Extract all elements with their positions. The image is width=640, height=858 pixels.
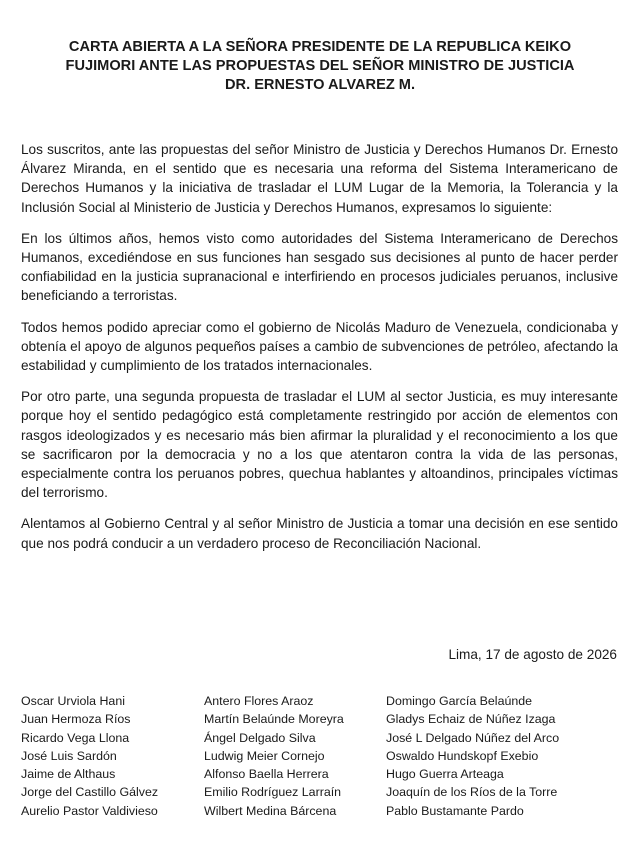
signatory: Jorge del Castillo Gálvez	[21, 785, 159, 800]
letter-body	[21, 140, 618, 565]
signatory: Domingo García Belaúnde	[386, 694, 533, 708]
letter-date: Lima, 17 de agosto de 2026	[448, 647, 617, 662]
signatory: Oscar Urviola Hani	[21, 694, 125, 708]
paragraph-1: Los suscritos, ante las propuestas del señor Ministro de Justicia y Derechos Humanos Dr. Ernesto Álvarez Miranda, en el sentido que es necesaria una reforma del Sistema Interamericano de Derechos Humanos y la iniciativa de trasladar el LUM Lugar de la Memoria, la Tolerancia y la Inclusión Social al Ministerio de Justicia y Derechos Humanos, expresamos lo siguiente:	[21, 142, 618, 215]
signatory: Wilbert Medina Bárcena	[204, 803, 337, 818]
paragraph-2: En los últimos años, hemos visto como autoridades del Sistema Interamericano de Derechos Humanos, excediéndose en sus funciones han sesgado sus decisiones al punto de hacer perder confiabilidad en la justicia supranacional e interfiriendo en procesos judiciales peruanos, inclusive beneficiando a terroristas.	[21, 230, 618, 304]
title-line-2: FUJIMORI ANTE LAS PROPUESTAS DEL SEÑOR MINISTRO DE JUSTICIA	[65, 58, 575, 74]
signatory: Oswaldo Hundskopf Exebio	[386, 748, 539, 763]
signatory: Antero Flores Araoz	[204, 694, 314, 708]
signatory: Hugo Guerra Arteaga	[386, 767, 504, 782]
signatory: Alfonso Baella Herrera	[204, 767, 329, 782]
signatory: Emilio Rodríguez Larraín	[204, 785, 342, 800]
title-line-1: CARTA ABIERTA A LA SEÑORA PRESIDENTE DE LA REPUBLICA KEIKO	[68, 39, 572, 55]
paragraph-4: Por otro parte, una segunda propuesta de trasladar el LUM al sector Justicia, es muy interesante porque hoy el sentido pedagógico está completamente restringido por acción de elementos con rasgos ideologizados y es necesario más bien afirmar la pluralidad y el reconocimiento a los que se sacrificaron por la democracia y no a los que atentaron contra la vida de las personas, especialmente contra los peruanos pobres, quechua hablantes y altoandinos, principales víctimas del terrorismo.	[21, 389, 618, 501]
paragraph-5: Alentamos al Gobierno Central y al señor Ministro de Justicia a tomar una decisión en ese sentido que nos podrá conducir a un verdadero proceso de Reconciliación Nacional.	[21, 516, 618, 551]
signatory: Gladys Echaiz de Núñez Izaga	[386, 712, 556, 727]
signatories-column-1	[21, 692, 158, 820]
paragraph-3: Todos hemos podido apreciar como el gobierno de Nicolás Maduro de Venezuela, condicionaba y obtenía el apoyo de algunos pequeños países a cambio de subvenciones de petróleo, afectando la estabilidad y cumplimiento de los tratados internacionales.	[21, 319, 618, 374]
signatory: Jaime de Althaus	[21, 767, 116, 782]
signatory: Ángel Delgado Silva	[204, 730, 316, 745]
signatory: Joaquín de los Ríos de la Torre	[386, 785, 558, 800]
signatories-column-2	[204, 692, 344, 820]
title-line-3: DR. ERNESTO ALVAREZ M.	[225, 77, 415, 93]
signatory: Pablo Bustamante Pardo	[386, 803, 524, 818]
letter-title	[20, 38, 620, 95]
signatory: Aurelio Pastor Valdivieso	[21, 803, 158, 818]
signatories-column-3	[386, 692, 559, 820]
signatory: Ludwig Meier Cornejo	[204, 748, 325, 763]
signatory: Ricardo Vega Llona	[21, 730, 130, 745]
signatory: Juan Hermoza Ríos	[21, 712, 131, 727]
signatory: José L Delgado Núñez del Arco	[386, 730, 560, 745]
signatory: Martín Belaúnde Moreyra	[204, 712, 344, 727]
signatory: José Luis Sardón	[21, 748, 117, 763]
